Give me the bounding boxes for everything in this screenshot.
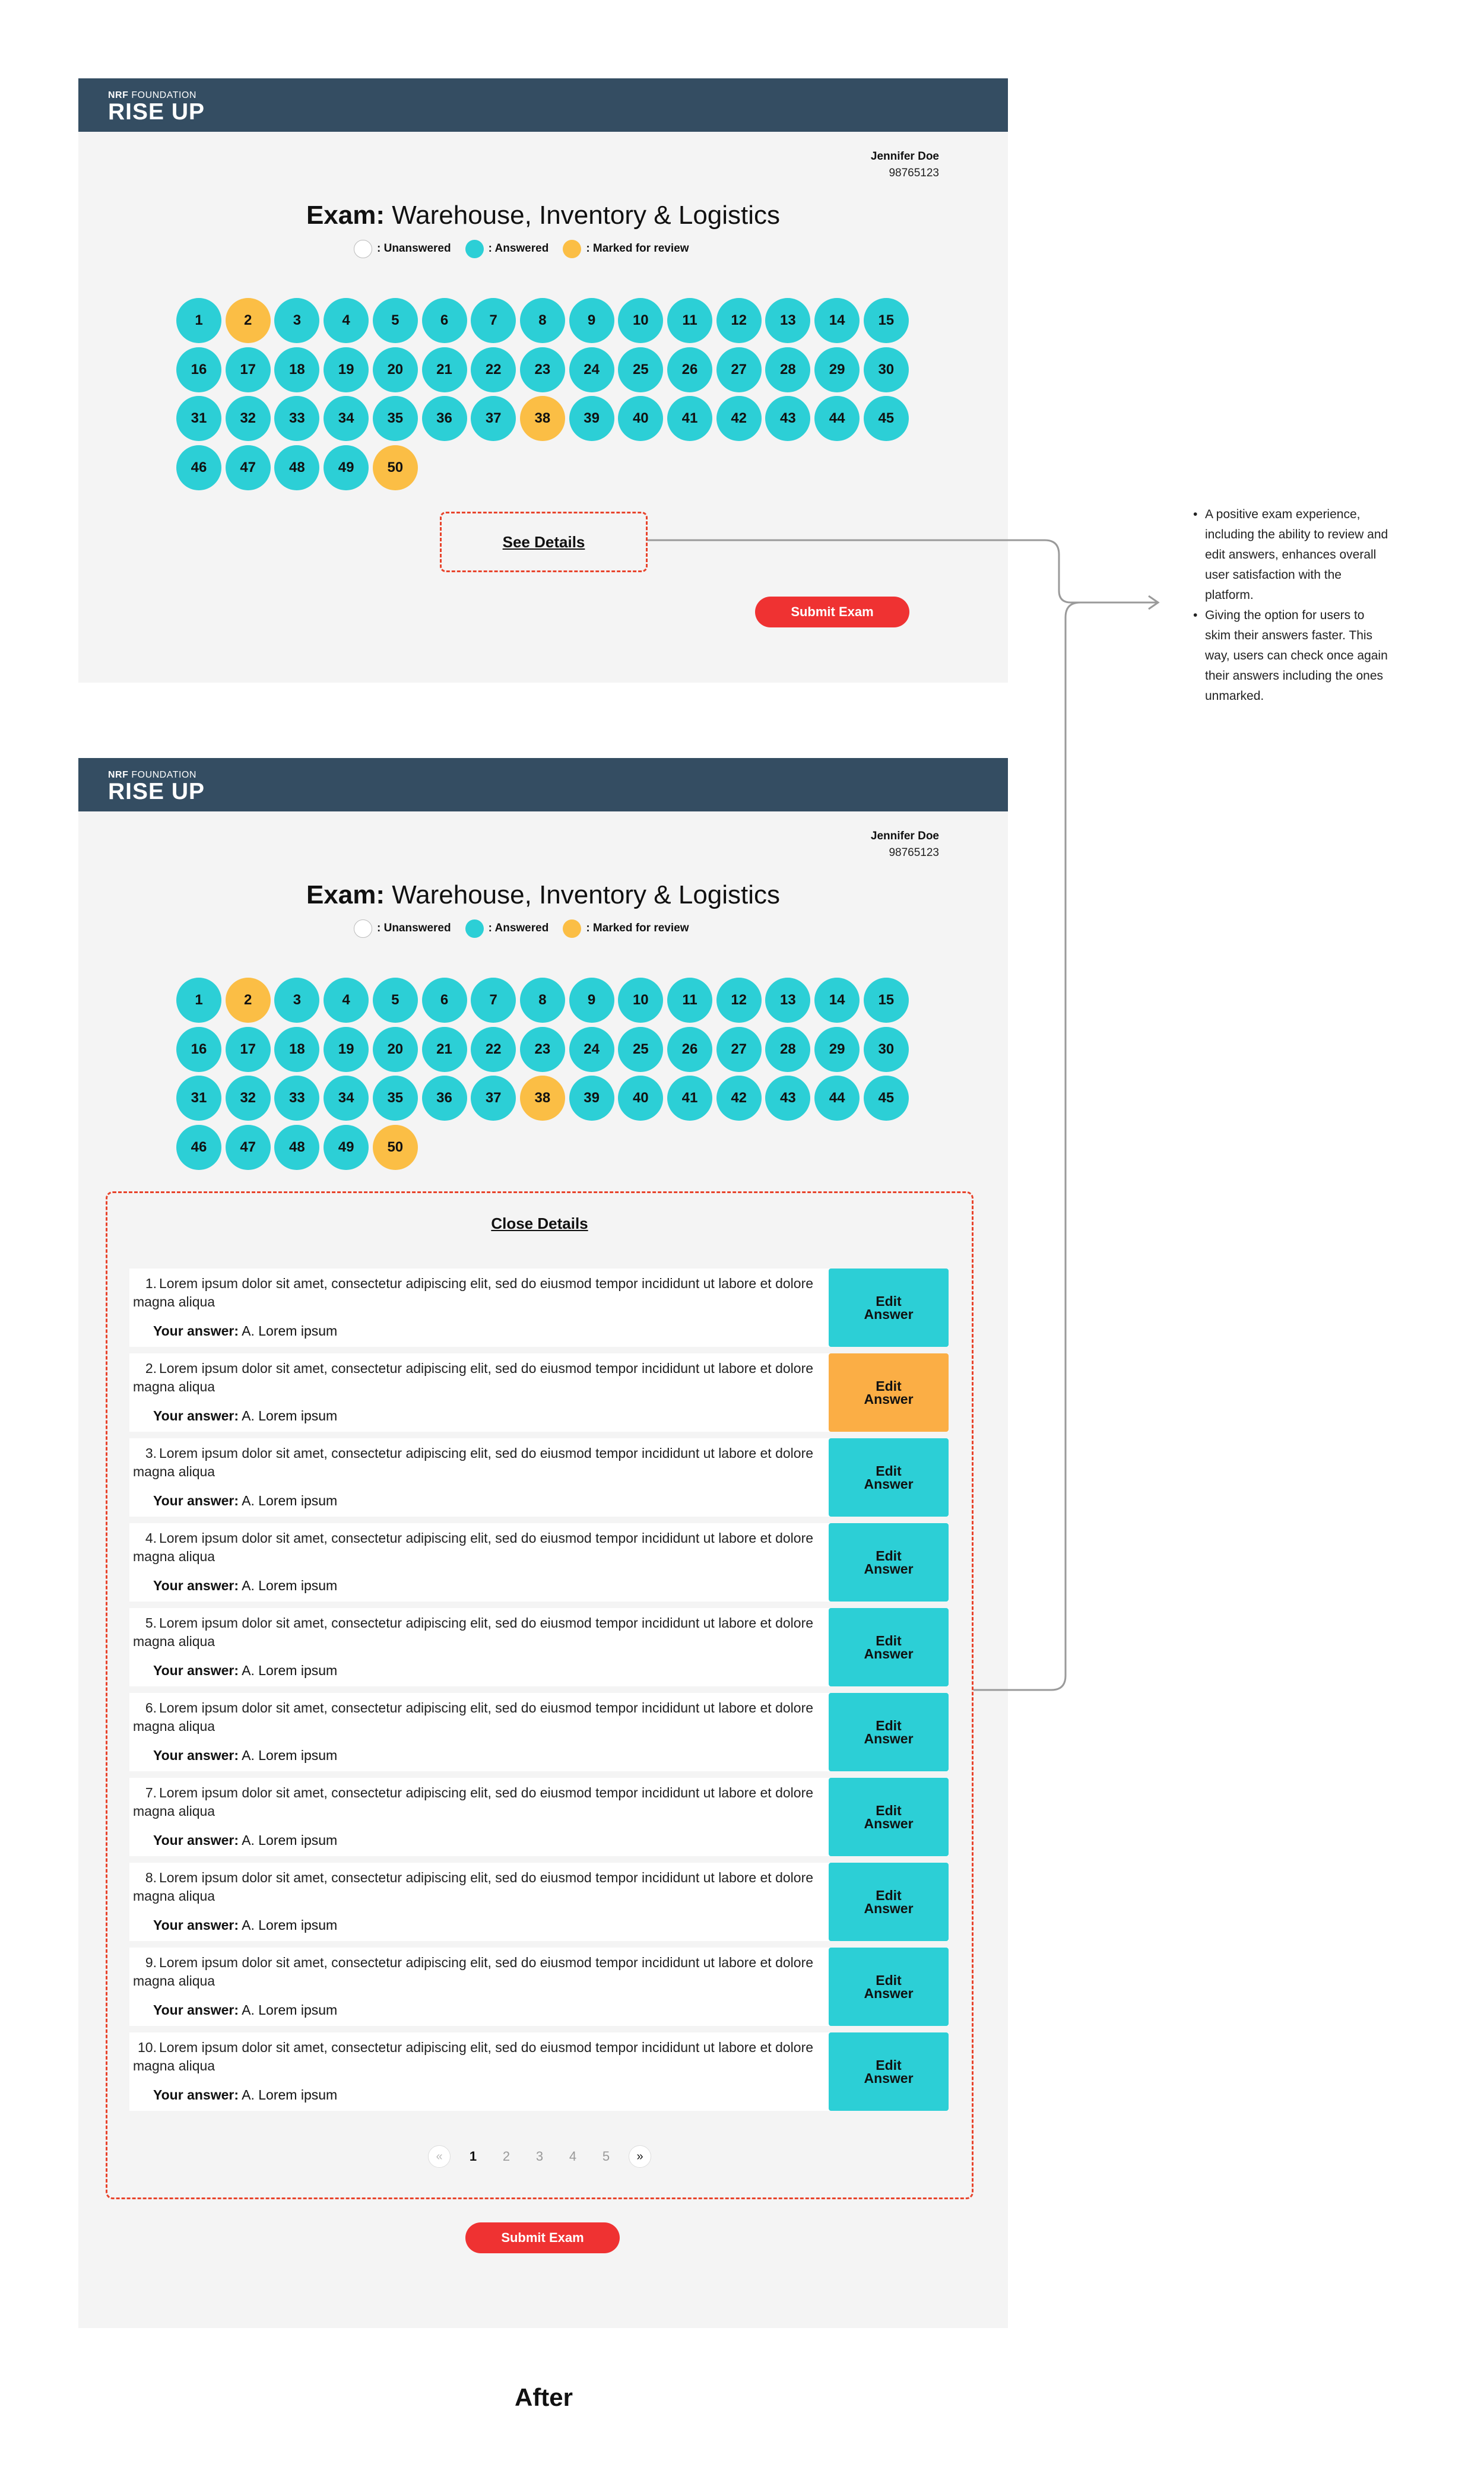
annotation-bullet: • Giving the option for users to skim their answers faster. This way, users can check once again their answers including the ones unmarked. xyxy=(1193,605,1389,706)
question-body: Lorem ipsum dolor sit amet, consectetur adipiscing elit, sed do eiusmod tempor incididunt ut labore et dolore magna aliqua xyxy=(133,1445,814,1479)
question-1-button[interactable]: 1 xyxy=(176,298,221,343)
question-3-button[interactable]: 3 xyxy=(274,978,319,1023)
question-38-button[interactable]: 38 xyxy=(520,1076,565,1121)
question-40-button[interactable]: 40 xyxy=(618,396,663,441)
annotation-note xyxy=(1193,505,1389,706)
answer-label: Answer xyxy=(864,1476,914,1492)
edit-label: Edit xyxy=(876,2057,902,2073)
question-15-button[interactable]: 15 xyxy=(864,978,909,1023)
answer-label: Answer xyxy=(864,2070,914,2086)
question-43-button[interactable]: 43 xyxy=(765,396,810,441)
question-44-button[interactable]: 44 xyxy=(814,396,860,441)
logo-prefix: NRF xyxy=(108,770,129,780)
your-answer-label: Your answer: xyxy=(153,1493,239,1508)
question-19-button[interactable]: 19 xyxy=(324,347,369,392)
question-20-button[interactable]: 20 xyxy=(373,347,418,392)
question-number: 7. xyxy=(145,1785,157,1800)
your-answer-label: Your answer: xyxy=(153,1917,239,1933)
edit-label: Edit xyxy=(876,1803,902,1818)
question-15-button[interactable]: 15 xyxy=(864,298,909,343)
question-50-button[interactable]: 50 xyxy=(373,445,418,490)
edit-label: Edit xyxy=(876,1633,902,1648)
page-5[interactable]: 5 xyxy=(602,2149,610,2164)
question-41-button[interactable]: 41 xyxy=(667,396,712,441)
see-details-button[interactable]: See Details xyxy=(440,512,648,572)
answer-label: Answer xyxy=(864,1306,914,1322)
legend-unanswered: : Unanswered xyxy=(377,922,451,934)
question-body: Lorem ipsum dolor sit amet, consectetur adipiscing elit, sed do eiusmod tempor incididunt ut labore et dolore magna aliqua xyxy=(133,1530,814,1564)
question-46-button[interactable]: 46 xyxy=(176,445,221,490)
question-8-button[interactable]: 8 xyxy=(520,978,565,1023)
annotation-bullet: • A positive exam experience, including the ability to review and edit answers, enhances overall user satisfaction with the platform. xyxy=(1193,505,1389,605)
question-number: 9. xyxy=(145,1955,157,1970)
answer-label: Answer xyxy=(864,1561,914,1577)
question-21-button[interactable]: 21 xyxy=(422,1027,467,1072)
question-23-button[interactable]: 23 xyxy=(520,347,565,392)
question-14-button[interactable]: 14 xyxy=(814,298,860,343)
logo-name: RISE UP xyxy=(108,779,205,804)
question-9-button[interactable]: 9 xyxy=(569,978,614,1023)
question-12-button[interactable]: 12 xyxy=(716,978,762,1023)
question-39-button[interactable]: 39 xyxy=(569,396,614,441)
edit-label: Edit xyxy=(876,1548,902,1564)
logo-suffix: FOUNDATION xyxy=(131,90,196,100)
question-number: 4. xyxy=(145,1530,157,1546)
question-28-button[interactable]: 28 xyxy=(765,1027,810,1072)
legend-marked: : Marked for review xyxy=(586,922,689,934)
your-answer-value: A. Lorem ipsum xyxy=(242,1832,338,1848)
legend-answered: : Answered xyxy=(488,922,549,934)
question-45-button[interactable]: 45 xyxy=(864,1076,909,1121)
exam-label: Exam: xyxy=(306,201,385,230)
exam-name: Warehouse, Inventory & Logistics xyxy=(392,880,781,909)
question-49-button[interactable]: 49 xyxy=(324,445,369,490)
answer-label: Answer xyxy=(864,1986,914,2001)
your-answer-value: A. Lorem ipsum xyxy=(242,1493,338,1508)
edit-label: Edit xyxy=(876,1463,902,1479)
question-9-button[interactable]: 9 xyxy=(569,298,614,343)
legend-marked: : Marked for review xyxy=(586,242,689,255)
question-2-button[interactable]: 2 xyxy=(226,298,271,343)
question-46-button[interactable]: 46 xyxy=(176,1125,221,1170)
question-6-button[interactable]: 6 xyxy=(422,978,467,1023)
question-27-button[interactable]: 27 xyxy=(716,1027,762,1072)
question-41-button[interactable]: 41 xyxy=(667,1076,712,1121)
your-answer-label: Your answer: xyxy=(153,1408,239,1423)
question-4-button[interactable]: 4 xyxy=(324,298,369,343)
page-4[interactable]: 4 xyxy=(569,2149,577,2164)
logo-name: RISE UP xyxy=(108,99,205,125)
question-48-button[interactable]: 48 xyxy=(274,445,319,490)
question-32-button[interactable]: 32 xyxy=(226,396,271,441)
question-32-button[interactable]: 32 xyxy=(226,1076,271,1121)
question-2-button[interactable]: 2 xyxy=(226,978,271,1023)
question-48-button[interactable]: 48 xyxy=(274,1125,319,1170)
question-3-button[interactable]: 3 xyxy=(274,298,319,343)
question-10-button[interactable]: 10 xyxy=(618,978,663,1023)
question-50-button[interactable]: 50 xyxy=(373,1125,418,1170)
question-35-button[interactable]: 35 xyxy=(373,1076,418,1121)
your-answer-value: A. Lorem ipsum xyxy=(242,1917,338,1933)
question-body: Lorem ipsum dolor sit amet, consectetur adipiscing elit, sed do eiusmod tempor incididunt ut labore et dolore magna aliqua xyxy=(133,1870,814,1904)
submit-exam-button[interactable]: Submit Exam xyxy=(465,2222,620,2253)
question-6-button[interactable]: 6 xyxy=(422,298,467,343)
question-35-button[interactable]: 35 xyxy=(373,396,418,441)
question-5-button[interactable]: 5 xyxy=(373,978,418,1023)
question-number: 8. xyxy=(145,1870,157,1885)
question-7-button[interactable]: 7 xyxy=(471,978,516,1023)
answer-label: Answer xyxy=(864,1731,914,1746)
answer-label: Answer xyxy=(864,1901,914,1916)
your-answer-value: A. Lorem ipsum xyxy=(242,1408,338,1423)
question-47-button[interactable]: 47 xyxy=(226,445,271,490)
edit-label: Edit xyxy=(876,1973,902,1988)
your-answer-label: Your answer: xyxy=(153,1748,239,1763)
previous-page-icon[interactable]: « xyxy=(428,2145,451,2168)
question-1-button[interactable]: 1 xyxy=(176,978,221,1023)
your-answer-label: Your answer: xyxy=(153,2002,239,2018)
question-26-button[interactable]: 26 xyxy=(667,347,712,392)
question-number: 3. xyxy=(145,1445,157,1461)
question-36-button[interactable]: 36 xyxy=(422,1076,467,1121)
question-33-button[interactable]: 33 xyxy=(274,1076,319,1121)
question-11-button[interactable]: 11 xyxy=(667,298,712,343)
question-44-button[interactable]: 44 xyxy=(814,1076,860,1121)
question-40-button[interactable]: 40 xyxy=(618,1076,663,1121)
question-22-button[interactable]: 22 xyxy=(471,1027,516,1072)
question-body: Lorem ipsum dolor sit amet, consectetur adipiscing elit, sed do eiusmod tempor incididunt ut labore et dolore magna aliqua xyxy=(133,1276,814,1309)
question-body: Lorem ipsum dolor sit amet, consectetur adipiscing elit, sed do eiusmod tempor incididunt ut labore et dolore magna aliqua xyxy=(133,2040,814,2073)
question-42-button[interactable]: 42 xyxy=(716,1076,762,1121)
your-answer-value: A. Lorem ipsum xyxy=(242,1748,338,1763)
question-number: 6. xyxy=(145,1700,157,1715)
question-29-button[interactable]: 29 xyxy=(814,1027,860,1072)
question-37-button[interactable]: 37 xyxy=(471,1076,516,1121)
page-3[interactable]: 3 xyxy=(535,2149,544,2164)
question-17-button[interactable]: 17 xyxy=(226,1027,271,1072)
user-id: 98765123 xyxy=(889,167,939,179)
question-body: Lorem ipsum dolor sit amet, consectetur adipiscing elit, sed do eiusmod tempor incididunt ut labore et dolore magna aliqua xyxy=(133,1615,814,1649)
question-21-button[interactable]: 21 xyxy=(422,347,467,392)
submit-exam-button[interactable]: Submit Exam xyxy=(755,597,909,627)
edit-label: Edit xyxy=(876,1888,902,1903)
question-number: 2. xyxy=(145,1361,157,1376)
question-17-button[interactable]: 17 xyxy=(226,347,271,392)
question-24-button[interactable]: 24 xyxy=(569,347,614,392)
edit-label: Edit xyxy=(876,1718,902,1733)
question-28-button[interactable]: 28 xyxy=(765,347,810,392)
answer-label: Answer xyxy=(864,1816,914,1831)
after-label: After xyxy=(514,2383,573,2411)
question-37-button[interactable]: 37 xyxy=(471,396,516,441)
question-45-button[interactable]: 45 xyxy=(864,396,909,441)
question-39-button[interactable]: 39 xyxy=(569,1076,614,1121)
your-answer-value: A. Lorem ipsum xyxy=(242,1578,338,1593)
close-details-button[interactable]: Close Details xyxy=(491,1214,588,1232)
your-answer-label: Your answer: xyxy=(153,1832,239,1848)
question-23-button[interactable]: 23 xyxy=(520,1027,565,1072)
page-2[interactable]: 2 xyxy=(502,2149,510,2164)
question-body: Lorem ipsum dolor sit amet, consectetur adipiscing elit, sed do eiusmod tempor incididunt ut labore et dolore magna aliqua xyxy=(133,1955,814,1989)
user-name: Jennifer Doe xyxy=(870,150,939,163)
question-18-button[interactable]: 18 xyxy=(274,1027,319,1072)
question-18-button[interactable]: 18 xyxy=(274,347,319,392)
your-answer-label: Your answer: xyxy=(153,1663,239,1678)
question-12-button[interactable]: 12 xyxy=(716,298,762,343)
answer-label: Answer xyxy=(864,1646,914,1661)
question-31-button[interactable]: 31 xyxy=(176,396,221,441)
question-body: Lorem ipsum dolor sit amet, consectetur adipiscing elit, sed do eiusmod tempor incididunt ut labore et dolore magna aliqua xyxy=(133,1700,814,1734)
question-36-button[interactable]: 36 xyxy=(422,396,467,441)
question-27-button[interactable]: 27 xyxy=(716,347,762,392)
edit-label: Edit xyxy=(876,1378,902,1394)
question-body: Lorem ipsum dolor sit amet, consectetur adipiscing elit, sed do eiusmod tempor incididunt ut labore et dolore magna aliqua xyxy=(133,1785,814,1819)
question-10-button[interactable]: 10 xyxy=(618,298,663,343)
question-24-button[interactable]: 24 xyxy=(569,1027,614,1072)
question-30-button[interactable]: 30 xyxy=(864,1027,909,1072)
question-34-button[interactable]: 34 xyxy=(324,396,369,441)
your-answer-label: Your answer: xyxy=(153,2087,239,2103)
question-19-button[interactable]: 19 xyxy=(324,1027,369,1072)
edit-label: Edit xyxy=(876,1293,902,1309)
logo-prefix: NRF xyxy=(108,90,129,100)
legend-answered: : Answered xyxy=(488,242,549,255)
question-29-button[interactable]: 29 xyxy=(814,347,860,392)
question-20-button[interactable]: 20 xyxy=(373,1027,418,1072)
question-body: Lorem ipsum dolor sit amet, consectetur adipiscing elit, sed do eiusmod tempor incididunt ut labore et dolore magna aliqua xyxy=(133,1361,814,1394)
your-answer-label: Your answer: xyxy=(153,1323,239,1339)
question-22-button[interactable]: 22 xyxy=(471,347,516,392)
question-30-button[interactable]: 30 xyxy=(864,347,909,392)
question-7-button[interactable]: 7 xyxy=(471,298,516,343)
user-name: Jennifer Doe xyxy=(870,830,939,842)
question-11-button[interactable]: 11 xyxy=(667,978,712,1023)
question-47-button[interactable]: 47 xyxy=(226,1125,271,1170)
exam-name: Warehouse, Inventory & Logistics xyxy=(392,201,781,230)
page-1[interactable]: 1 xyxy=(469,2149,477,2164)
question-16-button[interactable]: 16 xyxy=(176,1027,221,1072)
question-42-button[interactable]: 42 xyxy=(716,396,762,441)
logo-suffix: FOUNDATION xyxy=(131,770,196,780)
question-31-button[interactable]: 31 xyxy=(176,1076,221,1121)
question-number: 10. xyxy=(138,2040,157,2055)
question-49-button[interactable]: 49 xyxy=(324,1125,369,1170)
legend-unanswered: : Unanswered xyxy=(377,242,451,255)
question-8-button[interactable]: 8 xyxy=(520,298,565,343)
question-25-button[interactable]: 25 xyxy=(618,347,663,392)
exam-label: Exam: xyxy=(306,880,385,909)
question-13-button[interactable]: 13 xyxy=(765,978,810,1023)
question-43-button[interactable]: 43 xyxy=(765,1076,810,1121)
question-5-button[interactable]: 5 xyxy=(373,298,418,343)
question-34-button[interactable]: 34 xyxy=(324,1076,369,1121)
answer-label: Answer xyxy=(864,1391,914,1407)
question-4-button[interactable]: 4 xyxy=(324,978,369,1023)
question-38-button[interactable]: 38 xyxy=(520,396,565,441)
your-answer-value: A. Lorem ipsum xyxy=(242,2002,338,2018)
your-answer-value: A. Lorem ipsum xyxy=(242,1663,338,1678)
question-number: 1. xyxy=(145,1276,157,1291)
question-33-button[interactable]: 33 xyxy=(274,396,319,441)
next-page-icon[interactable]: » xyxy=(629,2145,651,2168)
your-answer-value: A. Lorem ipsum xyxy=(242,1323,338,1339)
question-16-button[interactable]: 16 xyxy=(176,347,221,392)
question-number: 5. xyxy=(145,1615,157,1631)
question-14-button[interactable]: 14 xyxy=(814,978,860,1023)
your-answer-label: Your answer: xyxy=(153,1578,239,1593)
question-26-button[interactable]: 26 xyxy=(667,1027,712,1072)
question-25-button[interactable]: 25 xyxy=(618,1027,663,1072)
question-13-button[interactable]: 13 xyxy=(765,298,810,343)
your-answer-value: A. Lorem ipsum xyxy=(242,2087,338,2103)
user-id: 98765123 xyxy=(889,846,939,859)
